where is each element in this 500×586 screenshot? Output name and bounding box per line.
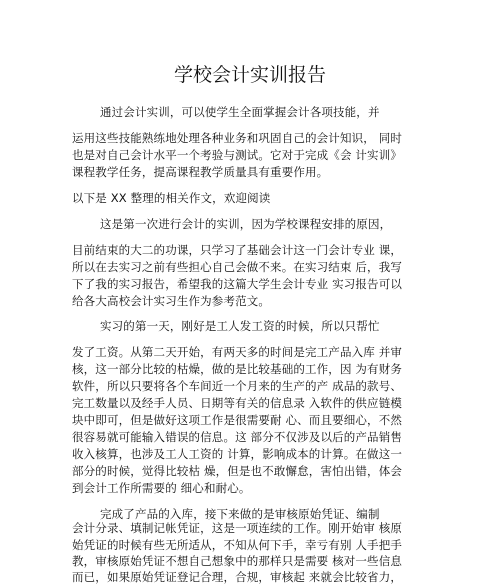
paragraph-line: 部分的时候，觉得比较枯 燥，但是也不敢懈怠，害怕出错，体会 [72, 464, 403, 478]
paragraph-line: 运用这些技能熟练地处理各种业务和巩固自己的会计知识， 同时 [72, 131, 403, 145]
paragraph-line: 核，这一部分比较的枯燥，做的是比较基础的工作，因 为有财务 [72, 362, 403, 376]
paragraph-line: 而已，如果原始凭证登记合理，合规，审核起 来就会比较省力， [72, 570, 403, 584]
paragraph-line: 实习的第一天，刚好是工人发工资的时候，所以只帮忙 [100, 319, 380, 333]
paragraph-line: 完工数量以及经手人员、日期等有关的信息录 入软件的供应链模 [72, 396, 403, 410]
paragraph-line: 以下是 XX 整理的相关作文，欢迎阅读 [72, 191, 271, 205]
paragraph-line: 通过会计实训，可以使学生全面掌握会计各项技能，并 [100, 105, 380, 119]
paragraph-line: 给各大高校会计实习生作为参考范文。 [72, 294, 271, 308]
paragraph-line: 发了工资。从第二天开始，有两天多的时间是完工产品入库 并审 [72, 345, 403, 359]
paragraph-line: 也是对自己会计水平一个考验与测试。它对于完成《会 计实训》 [72, 148, 403, 162]
paragraph-line: 会计分录、填制记帐凭证，这是一项连续的工作。刚开始审 核原 [72, 521, 403, 535]
paragraph-line: 始凭证的时候有些无所适从，不知从何下手，幸亏有别 人手把手 [72, 538, 403, 552]
paragraph-line: 所以在去实习之前有些担心自己会做不来。在实习结束 后，我写 [72, 260, 403, 274]
paragraph-line: 下了我的实习报告，希望我的这篇大学生会计专业 实习报告可以 [72, 277, 403, 291]
paragraph-line: 目前结束的大二的功课，只学习了基础会计这一门会计专业 课， [72, 243, 403, 257]
paragraph-line: 完成了产品的入库，接下来做的是审核原始凭证、编制 [100, 507, 380, 521]
paragraph-line: 块中即可，但是做好这项工作是很需要耐 心、而且要细心，不然 [72, 413, 403, 427]
paragraph-line: 收入核算，也涉及工人工资的 计算，影响成本的计算。在做这一 [72, 447, 403, 461]
paragraph-line: 很容易就可能输入错误的信息。这 部分不仅涉及以后的产品销售 [72, 430, 403, 444]
document-title: 学校会计实训报告 [173, 64, 326, 86]
paragraph-line: 教，审核原始凭证不想自己想象中的那样只是需要 核对一些信息 [72, 554, 403, 568]
paragraph-line: 软件，所以只要将各个车间近一个月来的生产的产 成品的款号、 [72, 379, 403, 393]
paragraph-line: 到会计工作所需要的 细心和耐心。 [72, 481, 251, 495]
paragraph-line: 课程教学任务，提高课程教学质量具有重要作用。 [72, 165, 329, 179]
paragraph-line: 这是第一次进行会计的实训，因为学校课程安排的原因， [100, 217, 392, 231]
